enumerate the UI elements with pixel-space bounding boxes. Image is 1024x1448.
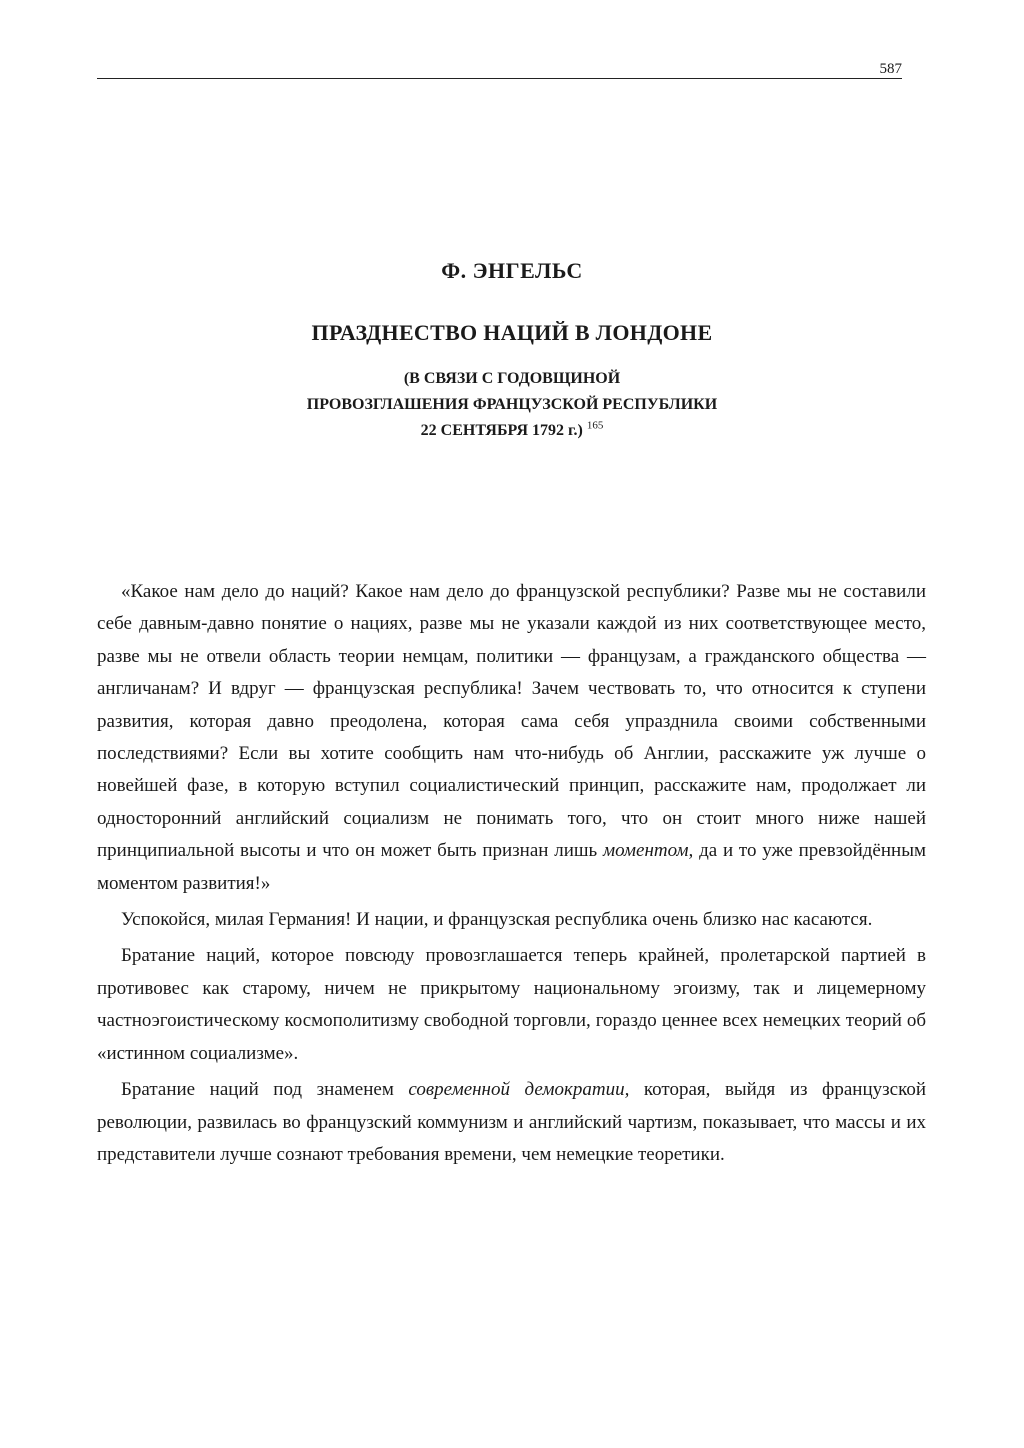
- article-title: ПРАЗДНЕСТВО НАЦИЙ В ЛОНДОНЕ: [311, 320, 713, 345]
- page-number: 587: [879, 61, 902, 77]
- author-heading: Ф. ЭНГЕЛЬС: [441, 258, 583, 283]
- subtitle-line-text: 22 СЕНТЯБРЯ 1792 г.): [420, 422, 583, 439]
- footnote-reference[interactable]: 165: [586, 419, 604, 432]
- emphasis-text: современной демократии,: [408, 1079, 630, 1101]
- emphasis-text: моментом,: [603, 840, 694, 862]
- body-text: [97, 576, 926, 1175]
- paragraph-text: «Какое нам дело до наций? Какое нам дело до французской республики? Разве мы не составили себе давным-давно понятие о нациях, разве мы не указали каждой из них соответствующее место, разве мы не отвели область теории немцам, политики — французам, а гражданского общества — англичанам? И вдруг — французская республика! Зачем чествовать то, что относится к ступени развития, которая давно преодолена, которая сама себя упразднила своими собственными последствиями? Если вы хотите сообщить нам что-нибудь об Англии, расскажите уж лучше о новейшей фазе, в которую вступил социалистический принцип, расскажите нам, продолжает ли односторонний английский социализм не понимать того, что он стоит много ниже нашей принципиальной высоты и что он может быть признан лишь: [97, 581, 926, 862]
- paragraph: Успокойся, милая Германия! И нации, и французская республика очень близко нас касаются.: [121, 909, 873, 931]
- subtitle-line: ПРОВОЗГЛАШЕНИЯ ФРАНЦУЗСКОЙ РЕСПУБЛИКИ: [306, 396, 718, 413]
- paragraph: [97, 576, 926, 900]
- paragraph-text: да и то уже превзойдённым моментом развития!»: [97, 840, 926, 894]
- subtitle-line: (В СВЯЗИ С ГОДОВЩИНОЙ: [403, 370, 621, 387]
- paragraph-text: которая, выйдя из французской революции, развилась во французский коммунизм и английский чартизм, показывает, что массы и их представители лучше сознают требования времени, чем немецкие теоретики.: [97, 1079, 927, 1165]
- running-head: [97, 58, 902, 79]
- paragraph-text: Братание наций под знаменем: [121, 1079, 409, 1101]
- article-subtitle: [97, 366, 927, 444]
- paragraph: Братание наций, которое повсюду провозглашается теперь крайней, пролетарской партией в противовес как старому, ничем не прикрытому национальному эгоизму, так и лицемерному частноэгоистическому космополитизму свободной торговли, гораздо ценнее всех немецких теорий об «истинном социализме».: [97, 945, 926, 1064]
- subtitle-line: [97, 418, 927, 444]
- paragraph: [97, 1074, 926, 1171]
